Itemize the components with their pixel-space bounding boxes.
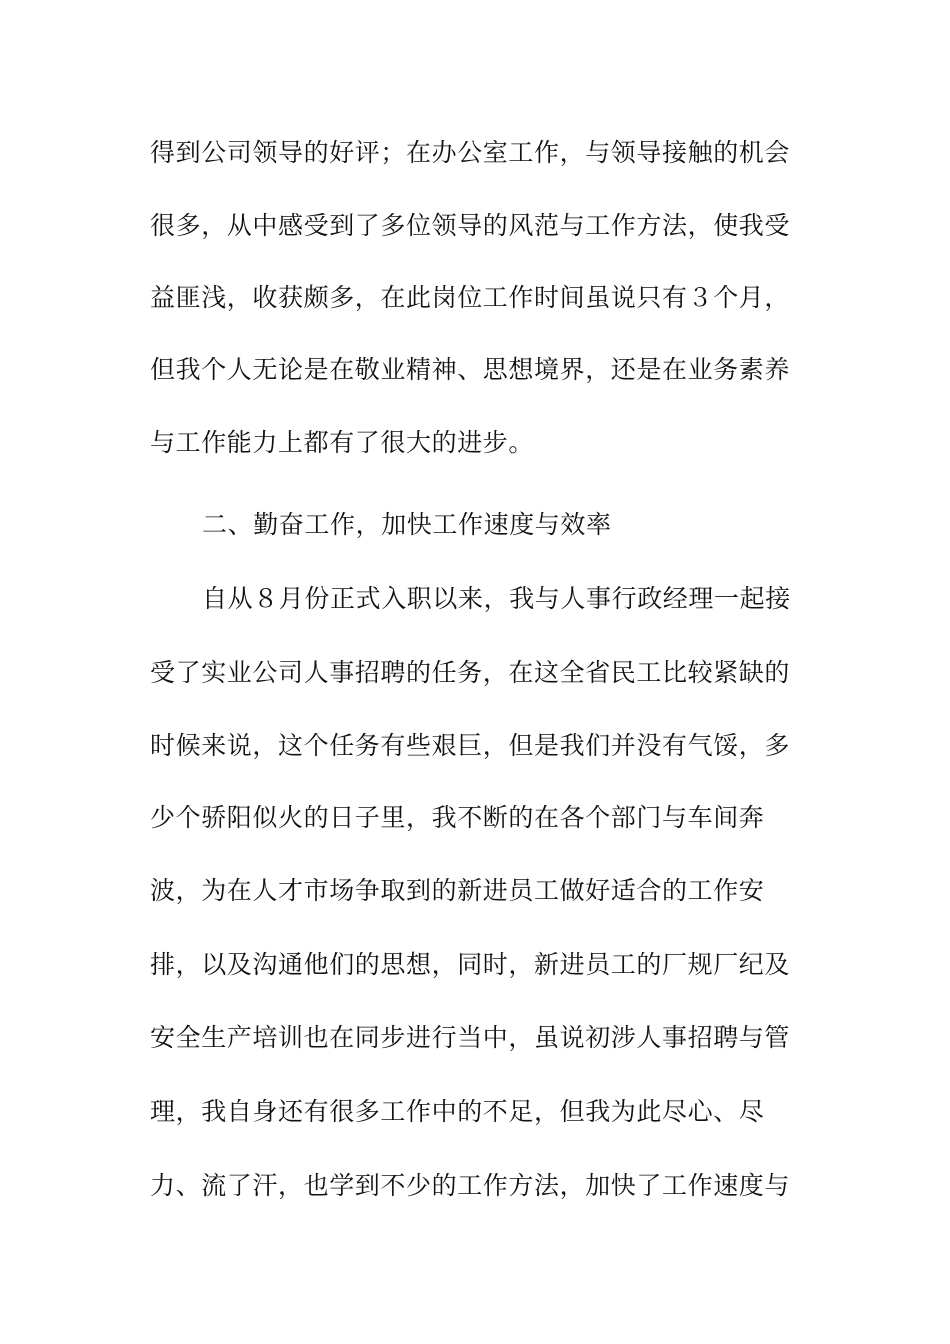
paragraph-line: 理，我自身还有很多工作中的不足，但我为此尽心、尽 <box>150 1097 765 1126</box>
paragraph-line: 与工作能力上都有了很大的进步。 <box>150 428 535 457</box>
paragraph-line: 少个骄阳似火的日子里，我不断的在各个部门与车间奔 <box>150 803 765 832</box>
paragraph-line: 安全生产培训也在同步进行当中，虽说初涉人事招聘与管 <box>150 1023 791 1052</box>
paragraph-line: 很多，从中感受到了多位领导的风范与工作方法，使我受 <box>150 211 791 240</box>
paragraph-line: 力、流了汗，也学到不少的工作方法，加快了工作速度与 <box>150 1171 791 1200</box>
paragraph-line: 时候来说，这个任务有些艰巨，但是我们并没有气馁，多 <box>150 731 791 760</box>
paragraph-line: 排，以及沟通他们的思想，同时，新进员工的厂规厂纪及 <box>150 950 791 979</box>
paragraph-line: 自从８月份正式入职以来，我与人事行政经理一起接 <box>202 584 791 613</box>
paragraph-line: 益匪浅，收获颇多，在此岗位工作时间虽说只有３个月， <box>150 283 791 312</box>
section-heading: 二、勤奋工作，加快工作速度与效率 <box>202 510 612 539</box>
paragraph-line: 但我个人无论是在敬业精神、思想境界，还是在业务素养 <box>150 355 791 384</box>
paragraph-line: 波，为在人才市场争取到的新进员工做好适合的工作安 <box>150 876 765 905</box>
paragraph-line: 得到公司领导的好评；在办公室工作，与领导接触的机会 <box>150 138 791 167</box>
paragraph-line: 受了实业公司人事招聘的任务，在这全省民工比较紧缺的 <box>150 658 791 687</box>
